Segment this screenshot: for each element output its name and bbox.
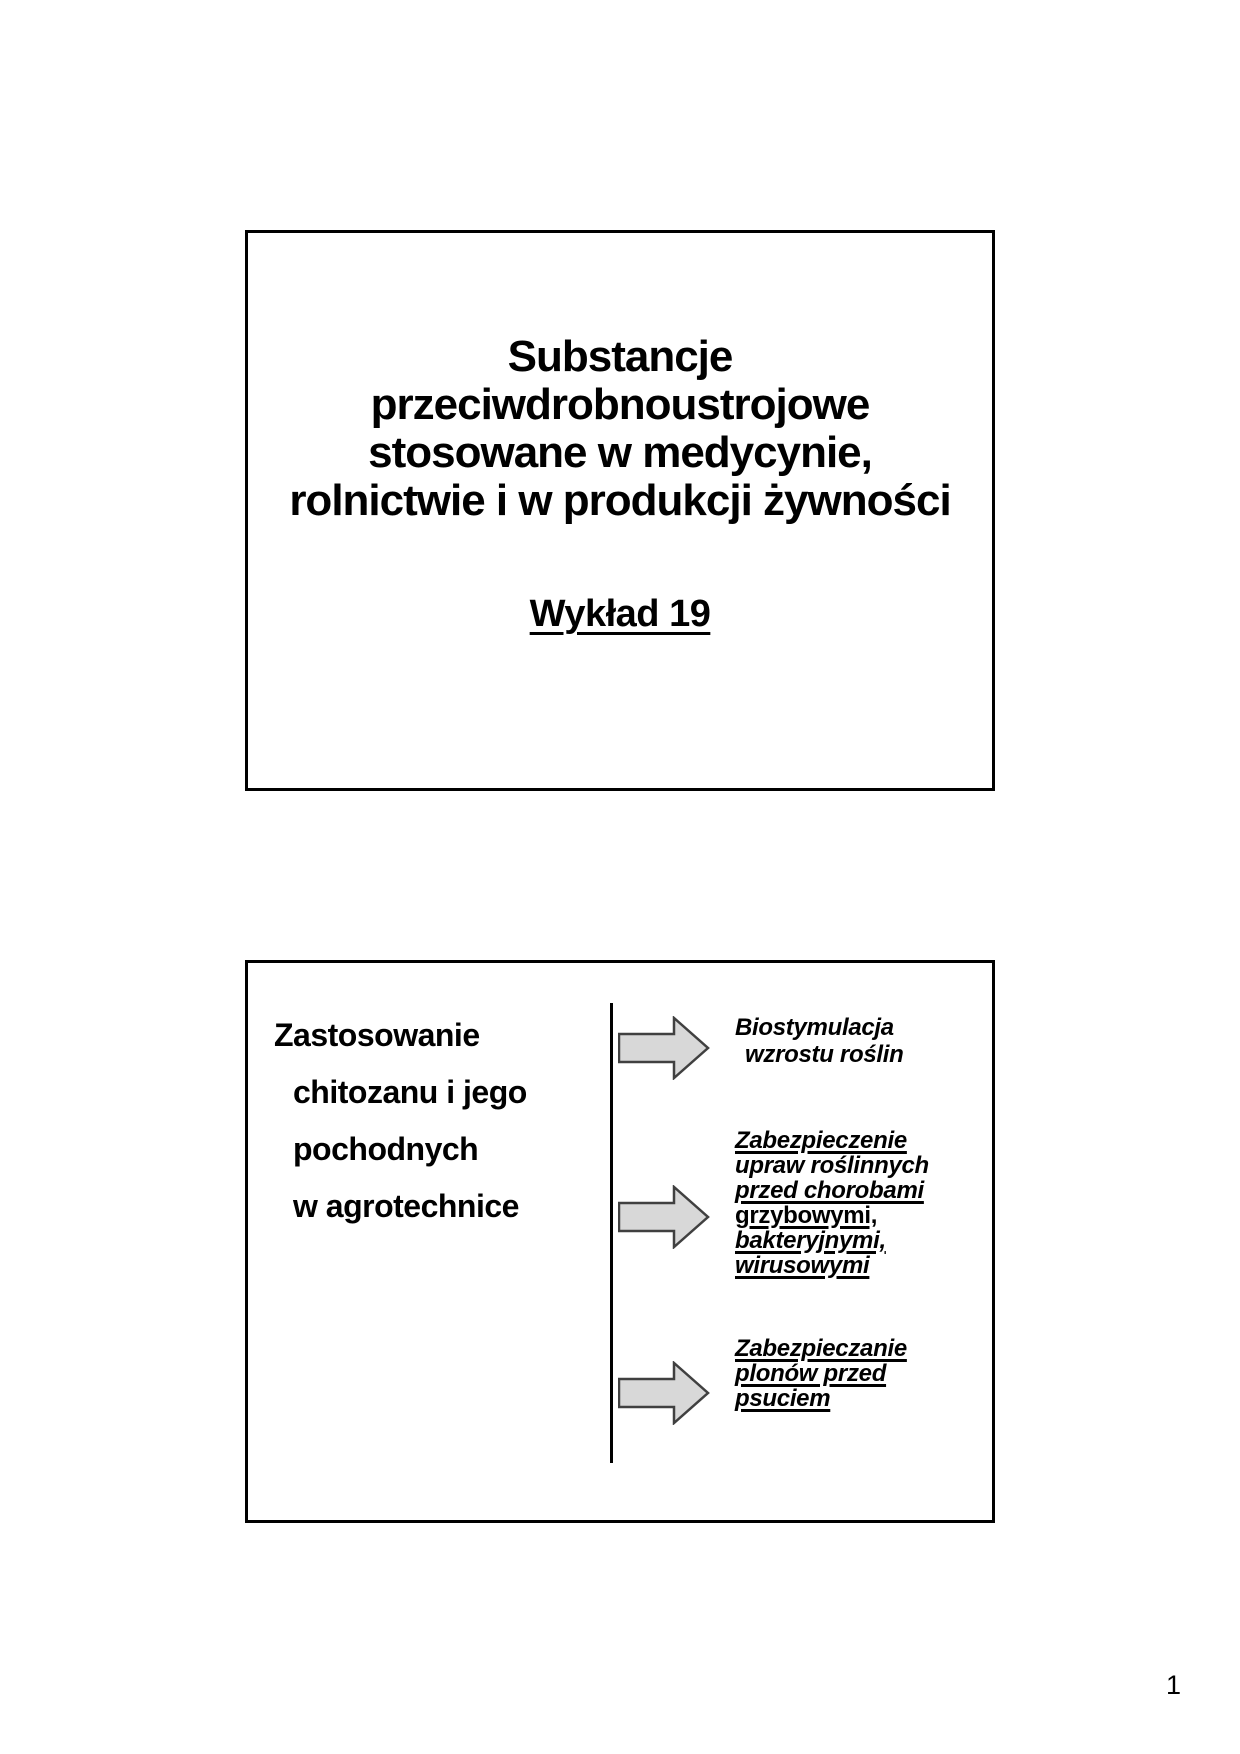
heading-line: Zastosowanie	[274, 1017, 480, 1053]
slide1-title	[248, 333, 992, 525]
text-line: Zabezpieczanie	[735, 1335, 907, 1362]
text-line: plonów przed	[735, 1360, 887, 1387]
slide1-subtitle	[248, 593, 992, 635]
slide-2	[245, 960, 995, 1523]
slide2-heading	[274, 1007, 527, 1235]
text-line: bakteryjnymi,	[735, 1227, 886, 1254]
lecture-number-label: Wykład 19	[529, 593, 711, 635]
text-line: przed chorobami	[735, 1177, 924, 1204]
text-line: Zabezpieczenie	[735, 1127, 907, 1154]
right-arrow-icon	[618, 1016, 710, 1080]
text-line: wzrostu roślin	[745, 1041, 904, 1068]
text-line: upraw roślinnych	[735, 1152, 929, 1179]
right-arrow-icon	[618, 1361, 710, 1425]
text-line: wirusowymi	[735, 1252, 870, 1279]
text-line: grzybowymi,	[735, 1202, 878, 1229]
title-line: Substancje	[507, 332, 733, 381]
heading-line: pochodnych	[293, 1131, 479, 1167]
text-line: psuciem	[735, 1385, 831, 1412]
diagram-item-harvest-protection	[735, 1336, 907, 1411]
title-line: stosowane w medycynie,	[368, 428, 872, 477]
text-line: Biostymulacja	[735, 1014, 894, 1041]
diagram-item-biostimulation	[735, 1014, 903, 1068]
slide-1	[245, 230, 995, 791]
title-line: rolnictwie i w produkcji żywności	[289, 476, 951, 525]
diagram-item-crop-protection	[735, 1128, 929, 1278]
title-line: przeciwdrobnoustrojowe	[370, 380, 870, 429]
heading-line: w agrotechnice	[293, 1188, 519, 1224]
heading-line: chitozanu i jego	[293, 1074, 527, 1110]
vertical-divider-line	[610, 1003, 613, 1463]
page-number: 1	[1166, 1670, 1182, 1700]
right-arrow-icon	[618, 1185, 710, 1249]
